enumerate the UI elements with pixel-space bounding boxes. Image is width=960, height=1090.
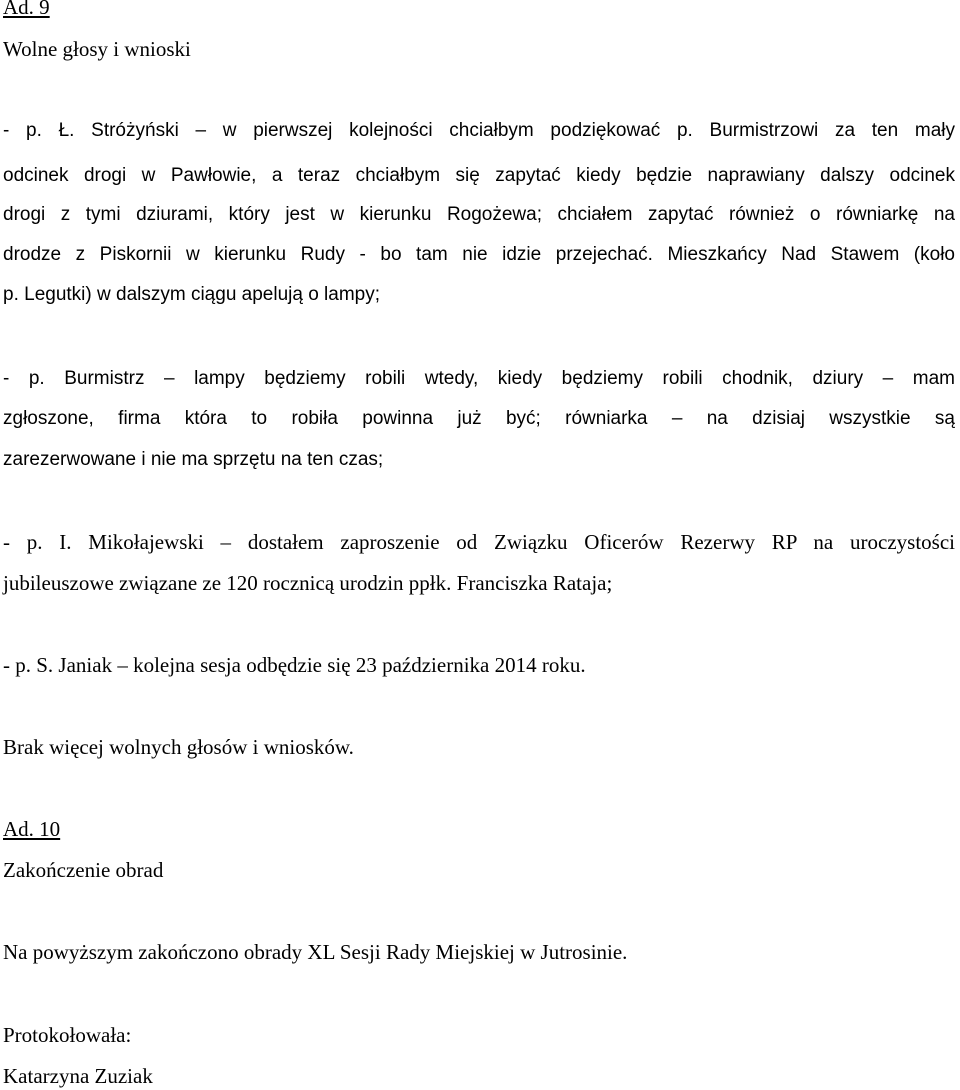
closing-statement: Na powyższym zakończono obrady XL Sesji Rady Miejskiej w Jutrosinie. [3, 940, 628, 964]
paragraph-line: jubileuszowe związane ze 120 rocznicą urodzin ppłk. Franciszka Rataja; [3, 571, 613, 595]
paragraph-line: odcinek drogi w Pawłowie, a teraz chciałbym się zapytać kiedy będzie naprawiany dalszy odcinek [3, 165, 955, 186]
paragraph-line: p. Legutki) w dalszym ciągu apelują o lampy; [3, 284, 381, 305]
paragraph-line: drodze z Piskornii w kierunku Rudy - bo tam nie idzie przejechać. Mieszkańcy Nad Stawem (koło [3, 244, 955, 265]
section-heading-ad9: Ad. 9 [3, 0, 50, 19]
signature-label: Protokołowała: [3, 1023, 132, 1047]
speech-janiak: - p. S. Janiak – kolejna sesja odbędzie się 23 października 2014 roku. [3, 653, 586, 677]
paragraph-line: - p. Ł. Stróżyński – w pierwszej kolejności chciałbym podziękować p. Burmistrzowi za ten mały [3, 120, 955, 141]
paragraph-line: drogi z tymi dziurami, który jest w kierunku Rogożewa; chciałem zapytać również o równiarkę na [3, 204, 955, 225]
closing-note-no-more: Brak więcej wolnych głosów i wniosków. [3, 735, 354, 759]
section-title-ad9: Wolne głosy i wnioski [3, 37, 191, 61]
signature-name: Katarzyna Zuziak [3, 1064, 153, 1088]
section-title-ad10: Zakończenie obrad [3, 858, 164, 882]
paragraph-line: - p. Burmistrz – lampy będziemy robili wtedy, kiedy będziemy robili chodnik, dziury – mam [3, 368, 955, 389]
paragraph-line: zgłoszone, firma która to robiła powinna już być; równiarka – na dzisiaj wszystkie są [3, 408, 955, 429]
paragraph-line: - p. I. Mikołajewski – dostałem zaproszenie od Związku Oficerów Rezerwy RP na uroczystości [3, 530, 955, 554]
section-heading-ad10: Ad. 10 [3, 817, 61, 841]
paragraph-line: zarezerwowane i nie ma sprzętu na ten czas; [3, 449, 384, 470]
